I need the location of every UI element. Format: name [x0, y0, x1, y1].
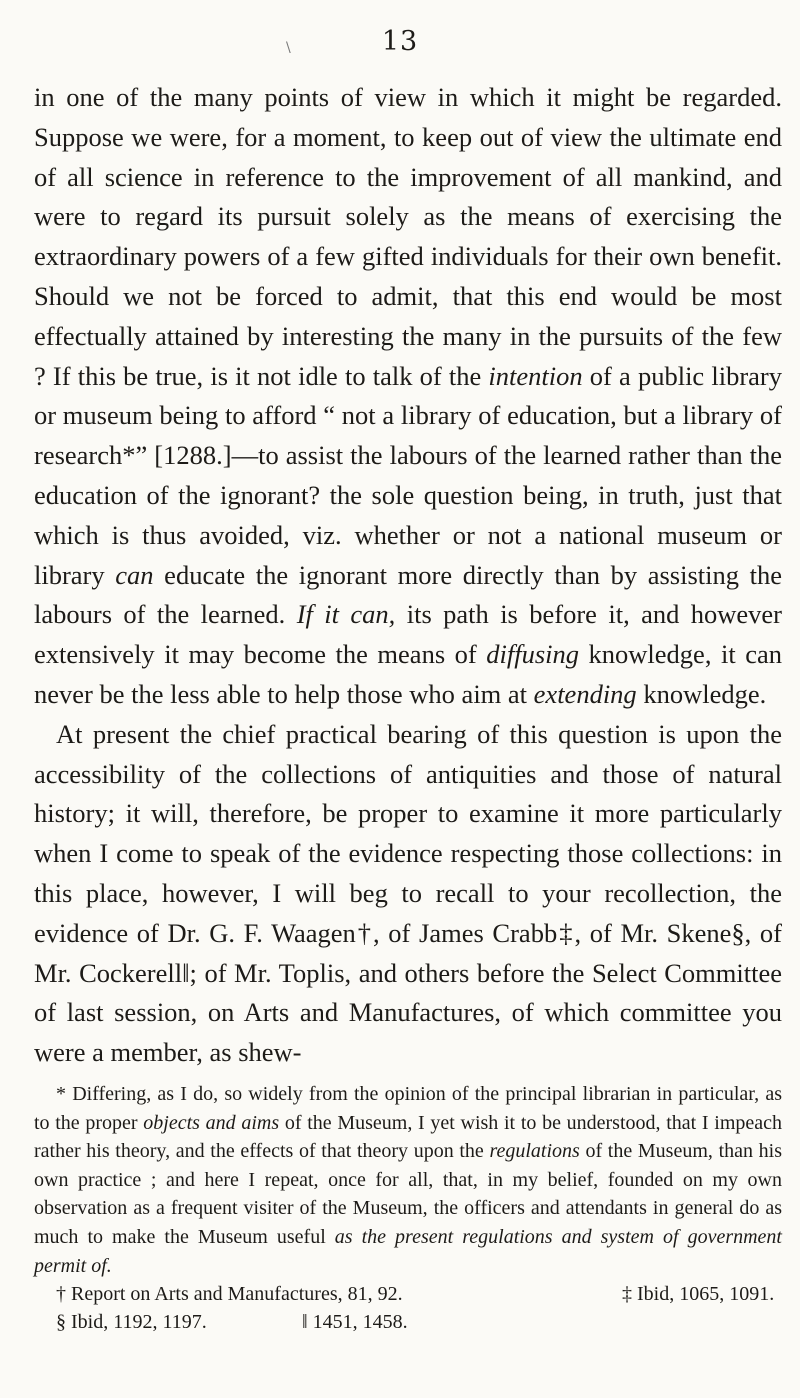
paragraph-1: in one of the many points of view in which it might be regarded. Suppose we were, for a moment, to keep out of view the ultimate end of all science in reference to the improvement of all mankind, and were to regard its pursuit solely as the means of exercising the extraordinary powers of a few gifted individuals for their own benefit. Should we not be forced to admit, that this end would be most effectually attained by interesting the many in the pursuits of the few ? If this be true, is it not idle to talk of the intention of a public library or museum being to afford “ not a library of education, but a library of research*” [1288.]—to assist the labours of the learned rather than the education of the ignorant? the sole question being, in truth, just that which is thus avoided, viz. whether or not a national museum or library can educate the ignorant more directly than by assisting the labours of the learned. If it can, its path is before it, and however extensively it may become the means of diffusing knowledge, it can never be the less able to help those who aim at extending knowledge.: [34, 82, 783, 709]
footnotes: [34, 1080, 782, 1342]
footnote-main: * Differing, as I do, so widely from the opinion of the principal librarian in particular, as to the proper objects and aims of the Museum, I yet wish it to be understood, that I impeach rather his theory, and the effects of that theory upon the regulations of the Museum, than his own practice ; and here I repeat, once for all, that, in my belief, founded on my own observation as a frequent visiter of the Museum, the officers and attendants in general do as much to make the Museum useful as the present regulations and system of government permit of.: [34, 1083, 783, 1277]
paragraph-2: At present the chief practical bearing of this question is upon the accessibility of the collections of antiquities and those of natural history; it will, therefore, be proper to examine it more particularly when I come to speak of the evidence respecting those collections: in this place, however, I will beg to recall to your recollection, the evidence of Dr. G. F. Waagen†, of James Crabb‡, of Mr. Skene§, of Mr. Cockerell‖; of Mr. Toplis, and others before the Select Committee of last session, on Arts and Manufactures, of which committee you were a member, as shew-: [34, 718, 782, 1068]
body-text: [34, 78, 782, 1073]
footnote-ref-double-dagger: ‡ Ibid, 1065, 1091.: [622, 1283, 775, 1306]
stray-mark: \: [286, 40, 291, 56]
footnote-references: [34, 1280, 782, 1342]
page-number: 13: [381, 26, 419, 57]
footnote-ref-dagger: † Report on Arts and Manufactures, 81, 92.: [56, 1283, 403, 1306]
footnote-ref-section: § Ibid, 1192, 1197.: [56, 1311, 207, 1334]
footnote-ref-parallel: ‖ 1451, 1458.: [302, 1311, 408, 1334]
